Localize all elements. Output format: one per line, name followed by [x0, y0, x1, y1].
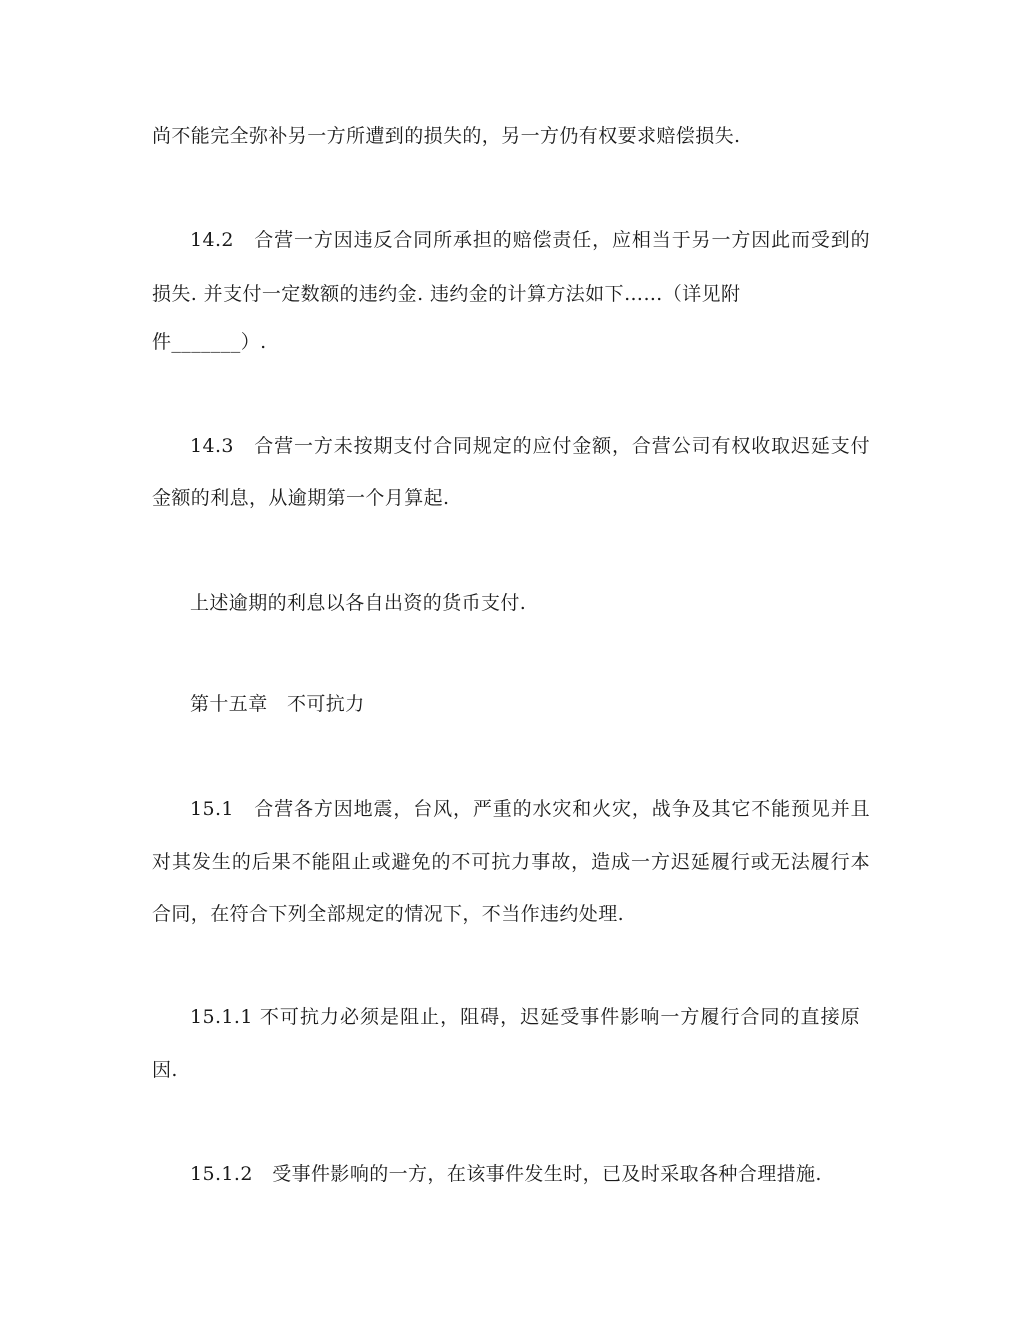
- paragraph-line: 因.: [152, 1059, 178, 1081]
- paragraph-line: 15.1.2 受事件影响的一方，在该事件发生时，已及时采取各种合理措施.: [190, 1163, 822, 1185]
- paragraph-line: 尚不能完全弥补另一方所遭到的损失的，另一方仍有权要求赔偿损失.: [152, 125, 741, 147]
- paragraph-line: 15.1.1 不可抗力必须是阻止，阻碍，迟延受事件影响一方履行合同的直接原: [190, 1006, 860, 1028]
- paragraph-line: 14.2 合营一方因违反合同所承担的赔偿责任，应相当于另一方因此而受到的: [190, 229, 870, 251]
- chapter-heading: 第十五章 不可抗力: [190, 693, 365, 715]
- paragraph-line: 合同，在符合下列全部规定的情况下，不当作违约处理.: [152, 903, 625, 925]
- paragraph-line: 件_______）.: [152, 331, 267, 353]
- paragraph-line: 14.3 合营一方未按期支付合同规定的应付金额，合营公司有权收取迟延支付: [190, 435, 870, 457]
- paragraph-line: 金额的利息，从逾期第一个月算起.: [152, 487, 450, 509]
- paragraph-line: 对其发生的后果不能阻止或避免的不可抗力事故，造成一方迟延履行或无法履行本: [152, 851, 870, 873]
- paragraph-line: 上述逾期的利息以各自出资的货币支付.: [190, 592, 527, 614]
- paragraph-line: 15.1 合营各方因地震，台风，严重的水灾和火灾，战争及其它不能预见并且: [190, 798, 870, 820]
- paragraph-line: 损失. 并支付一定数额的违约金. 违约金的计算方法如下……（详见附: [152, 283, 741, 305]
